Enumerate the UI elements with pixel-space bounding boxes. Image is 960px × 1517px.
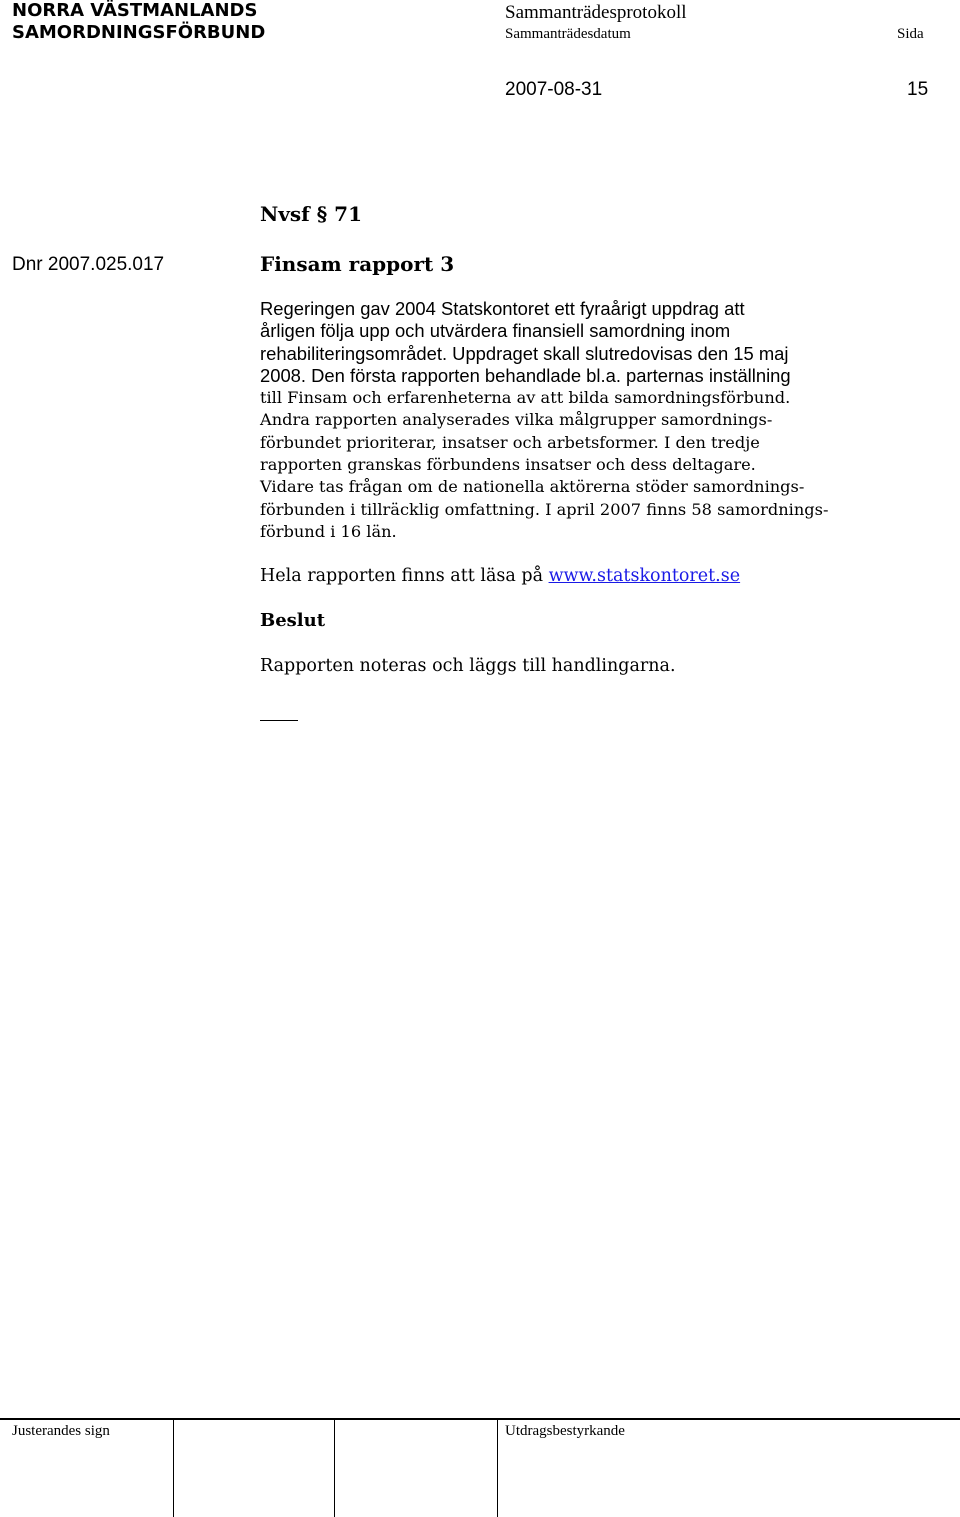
meeting-date: 2007-08-31 [505,79,603,100]
date-label: Sammanträdesdatum [505,26,631,42]
body-line: Vidare tas frågan om de nationella aktörerna stöder samordnings- [260,477,805,497]
section-title: Finsam rapport 3 [260,252,455,276]
body-line: Andra rapporten analyserades vilka målgrupper samordnings- [260,410,773,430]
decision-text: Rapporten noteras och läggs till handlingarna. [260,656,676,676]
document-type: Sammanträdesprotokoll [505,2,687,23]
organization-name-line1: NORRA VÄSTMANLANDS [12,0,258,21]
report-reference [260,566,740,586]
signature-label: Justerandes sign [12,1423,110,1439]
body-line: förbunden i tillräcklig omfattning. I april 2007 finns 58 samordnings- [260,499,829,519]
body-paragraph [260,298,920,543]
report-text: Hela rapporten finns att läsa på [260,566,549,586]
footer-divider [0,1418,960,1420]
body-line: förbundet prioriterar, insatser och arbetsformer. I den tredje [260,432,760,452]
registration-number: Dnr 2007.025.017 [12,254,165,275]
body-line: förbund i 16 län. [260,521,397,541]
body-line: Regeringen gav 2004 Statskontoret ett fyraårigt uppdrag att [260,298,745,319]
body-line: 2008. Den första rapporten behandlade bl.a. parternas inställning [260,364,791,386]
body-line: till Finsam och erfarenheterna av att bilda samordningsförbund. [260,388,791,408]
body-line: rehabiliteringsområdet. Uppdraget skall slutredovisas den 15 maj [260,342,789,364]
paragraph-reference: Nvsf § 71 [260,202,362,226]
footer-column-divider [173,1418,174,1517]
end-rule [260,720,298,721]
certification-label: Utdragsbestyrkande [505,1423,625,1439]
organization-name-line2: SAMORDNINGSFÖRBUND [12,22,266,43]
decision-heading: Beslut [260,610,326,631]
footer-column-divider [497,1418,498,1517]
statskontoret-link[interactable]: www.statskontoret.se [548,566,741,586]
page-number: 15 [907,79,929,100]
body-line: årligen följa upp och utvärdera finansiell samordning inom [260,320,731,342]
footer-column-divider [334,1418,335,1517]
page-label: Sida [897,26,924,42]
body-line: rapporten granskas förbundens insatser och dess deltagare. [260,455,756,475]
